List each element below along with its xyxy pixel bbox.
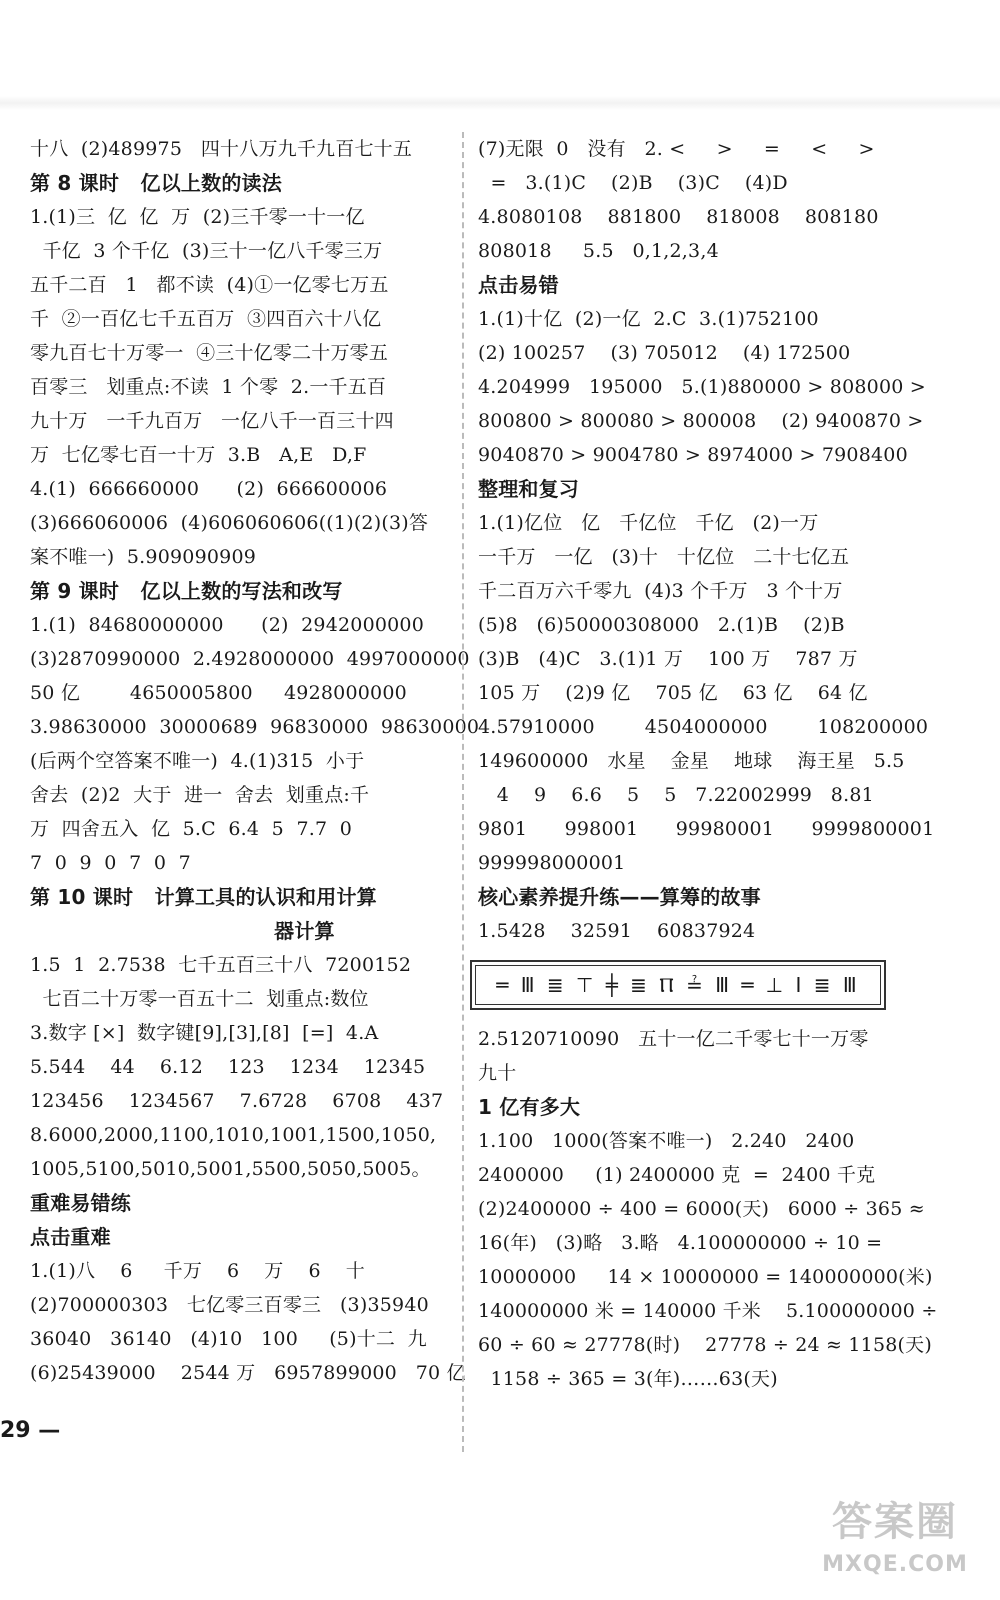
answer-line: 1158 ÷ 365 = 3(年)……63(天) xyxy=(478,1368,778,1390)
top-margin-band xyxy=(0,0,1000,128)
answer-line: 1.(1)亿位 亿 千亿位 千亿 (2)一万 xyxy=(478,512,819,534)
answer-line: 16(年) (3)略 3.略 4.100000000 ÷ 10 = xyxy=(478,1232,883,1254)
answer-line: (3)B (4)C 3.(1)1 万 100 万 787 万 xyxy=(478,648,858,670)
answer-line: 十八 (2)489975 四十八万九千九百七十五 xyxy=(30,138,413,160)
answer-line: 零九百七十万零一 ④三十亿零二十万零五 xyxy=(30,342,389,364)
answer-line: (2)2400000 ÷ 400 = 6000(天) 6000 ÷ 365 ≈ xyxy=(478,1198,925,1220)
answer-line: 1.5 1 2.7538 七千五百三十八 7200152 xyxy=(30,954,412,976)
answer-line: (后两个空答案不唯一) 4.(1)315 小于 xyxy=(30,750,365,772)
answer-line: (2)700000303 七亿零三百零三 (3)35940 xyxy=(30,1294,429,1316)
answer-line: 万 四舍五入 亿 5.C 6.4 5 7.7 0 xyxy=(30,818,353,840)
answer-line: 50 亿 4650005800 4928000000 xyxy=(30,682,407,704)
answer-line: 1005,5100,5010,5001,5500,5050,5005。 xyxy=(30,1158,431,1180)
section-heading: 点击易错 xyxy=(478,273,559,297)
column-divider xyxy=(462,132,464,1452)
answer-line: 10000000 14 × 10000000 = 140000000(米) xyxy=(478,1266,933,1288)
right-column xyxy=(478,132,938,1396)
answer-line: 舍去 (2)2 大于 进一 舍去 划重点:千 xyxy=(30,784,370,806)
answer-line: 999998000001 xyxy=(478,852,626,874)
answer-line: 七百二十万零一百五十二 划重点:数位 xyxy=(30,988,369,1010)
answer-line: 千亿 3 个千亿 (3)三十一亿八千零三万 xyxy=(30,240,383,262)
answer-line: 1.(1)十亿 (2)一亿 2.C 3.(1)752100 xyxy=(478,308,819,330)
answer-line: (5)8 (6)50000308000 2.(1)B (2)B xyxy=(478,614,845,636)
answer-line: 4 9 6.6 5 5 7.22002999 8.81 xyxy=(478,784,874,806)
section-heading: 器计算 xyxy=(145,919,335,943)
answer-line: 1.5428 32591 60837924 xyxy=(478,920,756,942)
answer-line: 140000000 米 = 140000 千米 5.100000000 ÷ xyxy=(478,1300,938,1322)
answer-line: 105 万 (2)9 亿 705 亿 63 亿 64 亿 xyxy=(478,682,868,704)
answer-line: (3)666060006 (4)606060606((1)(2)(3)答 xyxy=(30,512,429,534)
answer-line: 9040870 > 9004780 > 8974000 > 7908400 xyxy=(478,444,908,466)
answer-line: 3.98630000 30000689 96830000 98630000 xyxy=(30,716,480,738)
answer-line: 60 ÷ 60 ≈ 27778(时) 27778 ÷ 24 ≈ 1158(天) xyxy=(478,1334,932,1356)
answer-line: 4.8080108 881800 818008 808180 xyxy=(478,206,879,228)
answer-line: 36040 36140 (4)10 100 (5)十二 九 xyxy=(30,1328,427,1350)
answer-line: (2) 100257 (3) 705012 (4) 172500 xyxy=(478,342,851,364)
section-heading: 1 亿有多大 xyxy=(478,1095,581,1119)
answer-line: 一千万 一亿 (3)十 十亿位 二十七亿五 xyxy=(478,546,850,568)
answer-line: 2400000 (1) 2400000 克 = 2400 千克 xyxy=(478,1164,876,1186)
answer-line: 9801 998001 99980001 9999800001 xyxy=(478,818,935,840)
section-heading: 点击重难 xyxy=(30,1225,111,1249)
answer-line: (7)无限 0 没有 2. < > = < > xyxy=(478,138,875,160)
answer-line: 万 七亿零七百一十万 3.B A,E D,F xyxy=(30,444,367,466)
site-watermark xyxy=(800,1496,990,1592)
answer-line: (6)25439000 2544 万 6957899000 70 亿 xyxy=(30,1362,466,1384)
answer-line: 5.544 44 6.12 123 1234 12345 xyxy=(30,1056,426,1078)
watermark-url: MXQE.COM xyxy=(822,1552,968,1577)
answer-line: 1.100 1000(答案不唯一) 2.240 2400 xyxy=(478,1130,855,1152)
counting-rod-box: ═ Ⅲ ≣ ⊤ ╪ ≣ Ⲡ ≟ Ⅲ ═ ⊥ Ⅰ ≣ Ⅲ xyxy=(470,960,886,1010)
watermark-logo-text: 答案圈 xyxy=(832,1499,958,1545)
section-heading: 重难易错练 xyxy=(30,1191,131,1215)
answer-line: (3)2870990000 2.4928000000 4997000000 xyxy=(30,648,470,670)
answer-line: 千二百万六千零九 (4)3 个千万 3 个十万 xyxy=(478,580,843,602)
answer-line: 4.(1) 666660000 (2) 666600006 xyxy=(30,478,388,500)
answer-line: 百零三 划重点:不读 1 个零 2.一千五百 xyxy=(30,376,387,398)
answer-line: 千 ②一百亿七千五百万 ③四百六十八亿 xyxy=(30,308,382,330)
page-number: 29 — xyxy=(0,1418,61,1443)
section-heading: 第 9 课时 亿以上数的写法和改写 xyxy=(30,579,343,603)
section-heading: 第 10 课时 计算工具的认识和用计算 xyxy=(30,885,377,909)
answer-line: 3.数字 [×] 数字键[9],[3],[8] [=] 4.A xyxy=(30,1022,379,1044)
answer-line: 九十 xyxy=(478,1062,517,1084)
answer-line: 2.5120710090 五十一亿二千零七十一万零 xyxy=(478,1028,869,1050)
answer-line: 九十万 一千九百万 一亿八千一百三十四 xyxy=(30,410,394,432)
answer-line: 800800 > 800080 > 800008 (2) 9400870 > xyxy=(478,410,924,432)
answer-line: 1.(1) 84680000000 (2) 2942000000 xyxy=(30,614,425,636)
answer-line: 808018 5.5 0,1,2,3,4 xyxy=(478,240,719,262)
section-heading: 整理和复习 xyxy=(478,477,579,501)
answer-line: 149600000 水星 金星 地球 海王星 5.5 xyxy=(478,750,905,772)
answer-line: 8.6000,2000,1100,1010,1001,1500,1050, xyxy=(30,1124,437,1146)
answer-line: 1.(1)三 亿 亿 万 (2)三千零一十一亿 xyxy=(30,206,365,228)
answer-line: 1.(1)八 6 千万 6 万 6 十 xyxy=(30,1260,365,1282)
answer-line: 7 0 9 0 7 0 7 xyxy=(30,852,191,874)
answer-line: 五千二百 1 都不读 (4)①一亿零七万五 xyxy=(30,274,389,296)
section-heading: 第 8 课时 亿以上数的读法 xyxy=(30,171,282,195)
answer-line: 123456 1234567 7.6728 6708 437 xyxy=(30,1090,444,1112)
section-heading: 核心素养提升练——算筹的故事 xyxy=(478,885,761,909)
answer-line: 4.57910000 4504000000 108200000 xyxy=(478,716,929,738)
answer-line: 4.204999 195000 5.(1)880000 > 808000 > xyxy=(478,376,926,398)
left-column xyxy=(30,132,480,1390)
answer-line: = 3.(1)C (2)B (3)C (4)D xyxy=(478,172,788,194)
answer-line: 案不唯一) 5.909090909 xyxy=(30,546,257,568)
